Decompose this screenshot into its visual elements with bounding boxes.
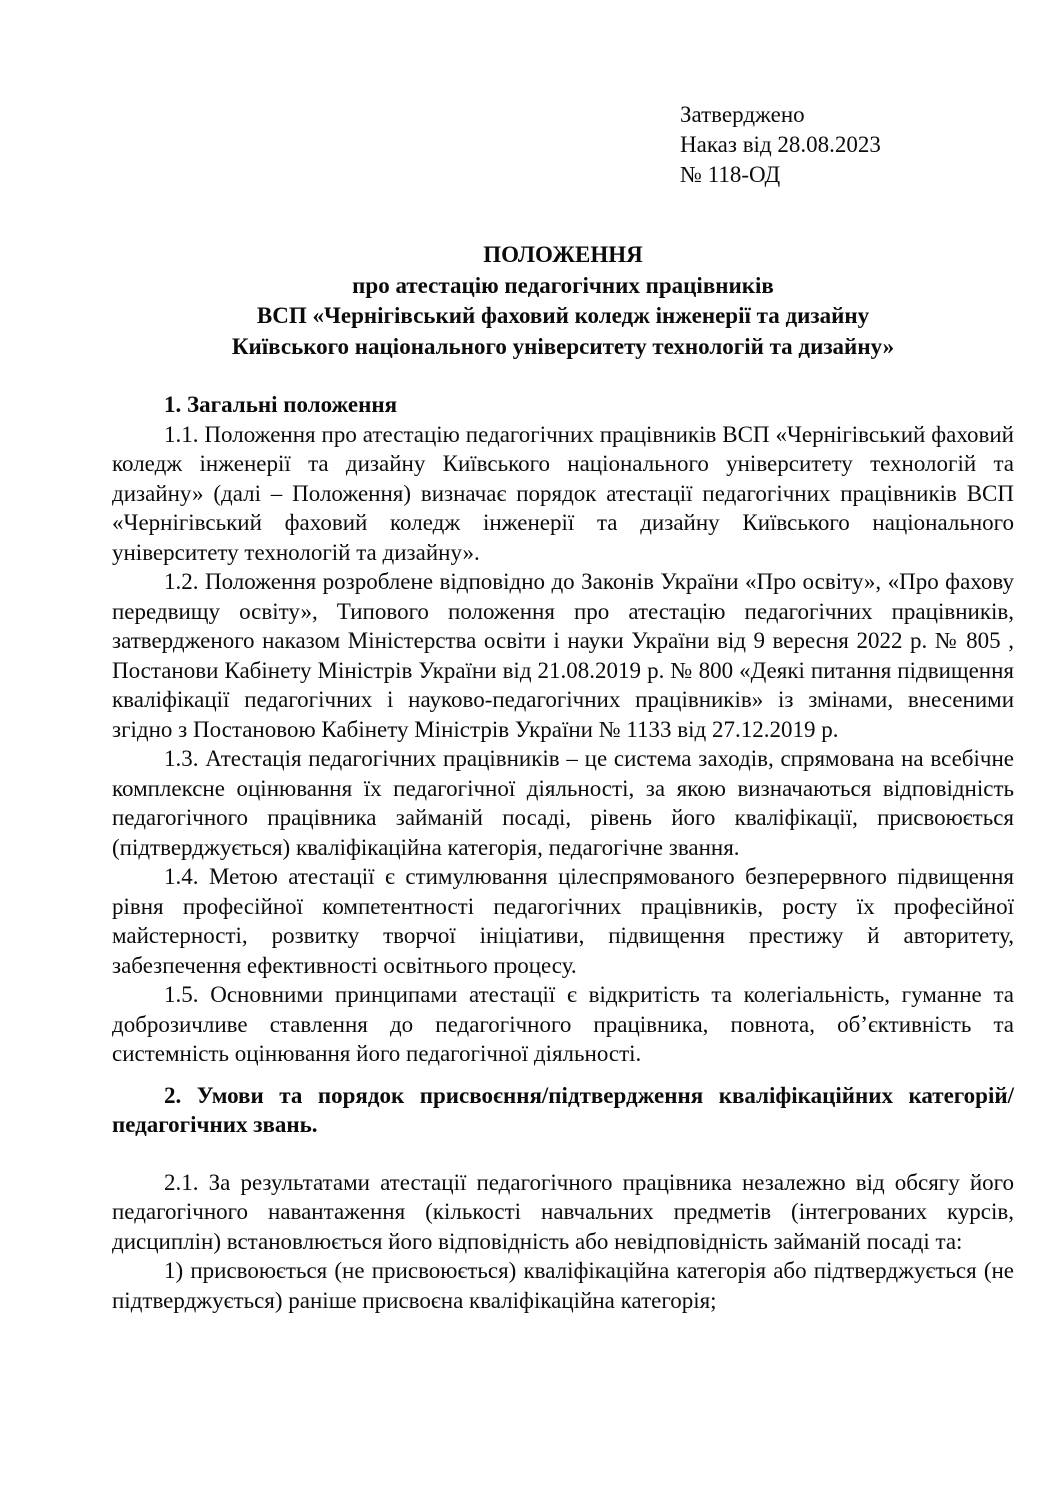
document-title [112, 240, 1014, 362]
paragraph-2-1: 2.1. За результатами атестації педагогічного працівника незалежно від обсягу його педагогічного навантаження (кількості навчальних предметів (інтегрованих курсів, дисциплін) встановлюється його відповідність або невідповідність займаній посаді та: [112, 1169, 1014, 1254]
title-line-main: ПОЛОЖЕННЯ [483, 242, 643, 267]
section-1-heading: 1. Загальні положення [164, 392, 398, 417]
list-item-1: 1) присвоюється (не присвоюється) кваліфікаційна категорія або підтверджується (не підтверджується) раніше присвоєна кваліфікаційна категорія; [112, 1258, 1014, 1313]
title-line-university: Київського національного університету технологій та дизайну» [231, 333, 895, 359]
paragraph-1-4: 1.4. Метою атестації є стимулювання цілеспрямованого безперервного підвищення рівня професійної компетентності педагогічних працівників, росту їх професійної майстерності, розвитку творчої ініціативи, підвищення престижу й авторитету, забезпечення ефективності освітнього процесу. [112, 864, 1014, 978]
approval-line-order-number: № 118-ОД [680, 162, 781, 187]
section-2-heading: 2. Умови та порядок присвоєння/підтвердження кваліфікаційних категорій/педагогічних звань. [112, 1082, 1014, 1137]
approval-line-approved: Затверджено [680, 102, 805, 127]
title-line-subject: про атестацію педагогічних працівників [352, 272, 774, 298]
paragraph-1-1: 1.1. Положення про атестацію педагогічних працівників ВСП «Чернігівський фаховий коледж інженерії та дизайну Київського національного університету технологій та дизайну» (далі – Положення) визначає порядок атестації педагогічних працівників ВСП «Чернігівський фаховий коледж інженерії та дизайну Київського національного університету технологій та дизайну». [112, 421, 1014, 565]
approval-line-order-date: Наказ від 28.08.2023 [680, 132, 881, 157]
paragraph-1-5: 1.5. Основними принципами атестації є відкритість та колегіальність, гуманне та доброзичливе ставлення до педагогічного працівника, повнота, об’єктивність та системність оцінювання його педагогічної діяльності. [112, 982, 1014, 1066]
paragraph-1-2: 1.2. Положення розроблене відповідно до Законів України «Про освіту», «Про фахову передвищу освіту», Типового положення про атестацію педагогічних працівників, затвердженого наказом Міністерства освіти і науки України від 9 вересня 2022 р. № 805 , Постанови Кабінету Міністрів України від 21.08.2019 р. № 800 «Деякі питання підвищення кваліфікації педагогічних і науково-педагогічних працівників» із змінами, внесеними згідно з Постановою Кабінету Міністрів України № 1133 від 27.12.2019 р. [112, 569, 1014, 742]
approval-block [680, 100, 1014, 190]
paragraph-1-3: 1.3. Атестація педагогічних працівників – це система заходів, спрямована на всебічне комплексне оцінювання їх педагогічної діяльності, за якою визначаються відповідність педагогічного працівника займаній посаді, рівень його кваліфікації, присвоюється (підтверджується) кваліфікаційна категорія, педагогічне звання. [112, 746, 1014, 860]
title-line-college: ВСП «Чернігівський фаховий коледж інженерії та дизайну [256, 303, 870, 328]
